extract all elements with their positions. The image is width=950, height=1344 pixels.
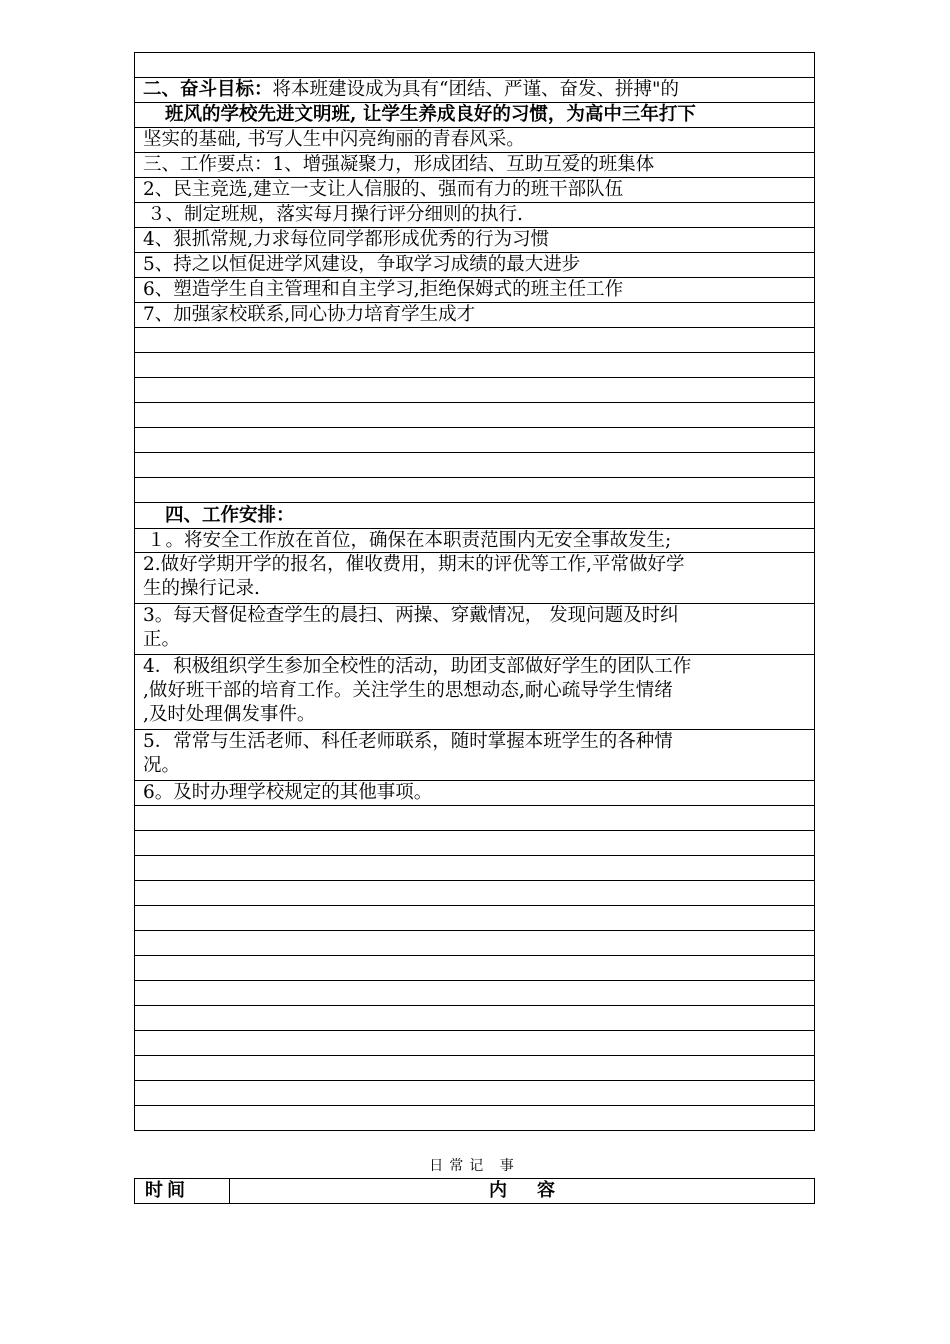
arrangement-item-2 bbox=[135, 553, 814, 604]
daily-record-header bbox=[134, 1178, 815, 1204]
blank-row bbox=[135, 931, 814, 956]
arrangement-heading: 四、工作安排： bbox=[165, 505, 295, 526]
blank-row bbox=[135, 328, 814, 353]
goal-line-1 bbox=[135, 78, 814, 103]
blank-row bbox=[135, 906, 814, 931]
points-item-7: 7、加强家校联系,同心协力培育学生成才 bbox=[135, 303, 814, 328]
arrangement-item-3 bbox=[135, 604, 814, 655]
blank-row bbox=[135, 1056, 814, 1081]
blank-row bbox=[135, 428, 814, 453]
points-item-3: ３、制定班规，落实每月操行评分细则的执行. bbox=[135, 203, 814, 228]
blank-row bbox=[135, 956, 814, 981]
points-heading: 三、工作要点： bbox=[143, 154, 273, 175]
points-item-1: 1、增强凝聚力，形成团结、互助互爱的班集体 bbox=[272, 154, 655, 175]
goal-text-3: 坚实的基础, 书写人生中闪亮绚丽的青春风采。 bbox=[143, 129, 525, 150]
goal-heading: 二、奋斗目标： bbox=[143, 79, 273, 100]
blank-row bbox=[135, 881, 814, 906]
goal-text-1: 将本班建设成为具有“团结、严谨、奋发、拼搏"的 bbox=[272, 79, 679, 100]
content-column-header bbox=[230, 1179, 814, 1203]
points-item-4: 4、狠抓常规,力求每位同学都形成优秀的行为习惯 bbox=[135, 228, 814, 253]
blank-row bbox=[135, 856, 814, 881]
blank-row bbox=[135, 1031, 814, 1056]
arrangement-item-3-line-1: 3。每天督促检查学生的晨扫、两操、穿戴情况， 发现问题及时纠 bbox=[143, 605, 679, 626]
arrangement-item-2-line-2: 生的操行记录. bbox=[143, 578, 260, 599]
arrangement-heading-row bbox=[135, 503, 814, 528]
blank-row bbox=[135, 53, 814, 78]
arrangement-item-4-line-3: ,及时处理偶发事件。 bbox=[143, 704, 316, 725]
blank-row bbox=[135, 831, 814, 856]
plan-sheet bbox=[134, 52, 815, 1131]
blank-row bbox=[135, 353, 814, 378]
arrangement-item-4 bbox=[135, 655, 814, 730]
content-header-char-1: 内 bbox=[489, 1180, 507, 1201]
blank-row bbox=[135, 378, 814, 403]
blank-row bbox=[135, 981, 814, 1006]
blank-row bbox=[135, 453, 814, 478]
points-item-5: 5、持之以恒促进学风建设，争取学习成绩的最大进步 bbox=[135, 253, 814, 278]
blank-row bbox=[135, 403, 814, 428]
blank-row bbox=[135, 478, 814, 503]
arrangement-item-3-line-2: 正。 bbox=[143, 629, 181, 650]
points-item-2: 2、民主竞选,建立一支让人信服的、强而有力的班干部队伍 bbox=[135, 178, 814, 203]
blank-row bbox=[135, 1006, 814, 1031]
arrangement-item-2-line-1: 2.做好学期开学的报名，催收费用，期末的评优等工作,平常做好学 bbox=[143, 554, 685, 575]
arrangement-item-6: 6。及时办理学校规定的其他事项。 bbox=[135, 781, 814, 806]
arrangement-item-1: １。将安全工作放在首位，确保在本职责范围内无安全事故发生; bbox=[135, 528, 814, 553]
arrangement-item-4-line-2: ,做好班干部的培育工作。关注学生的思想动态,耐心疏导学生情绪 bbox=[143, 680, 673, 701]
blank-row bbox=[135, 1106, 814, 1131]
points-line-1 bbox=[135, 153, 814, 178]
time-column-header: 时间 bbox=[135, 1179, 230, 1203]
goal-text-2: 班风的学校先进文明班, 让学生养成良好的习惯，为高中三年打下 bbox=[165, 104, 696, 125]
goal-line-2 bbox=[135, 103, 814, 128]
arrangement-item-4-line-1: 4．积极组织学生参加全校性的活动，助团支部做好学生的团队工作 bbox=[143, 656, 692, 677]
arrangement-item-5 bbox=[135, 730, 814, 781]
arrangement-item-5-line-2: 况。 bbox=[143, 755, 181, 776]
points-item-6: 6、塑造学生自主管理和自主学习,拒绝保姆式的班主任工作 bbox=[135, 278, 814, 303]
goal-line-3 bbox=[135, 128, 814, 153]
blank-row bbox=[135, 1081, 814, 1106]
plan-table bbox=[134, 52, 815, 1131]
content-header-char-2: 容 bbox=[537, 1180, 555, 1201]
blank-row bbox=[135, 806, 814, 831]
daily-record-caption: 日常记 事 bbox=[429, 1158, 520, 1174]
arrangement-item-5-line-1: 5．常常与生活老师、科任老师联系，随时掌握本班学生的各种情 bbox=[143, 731, 673, 752]
